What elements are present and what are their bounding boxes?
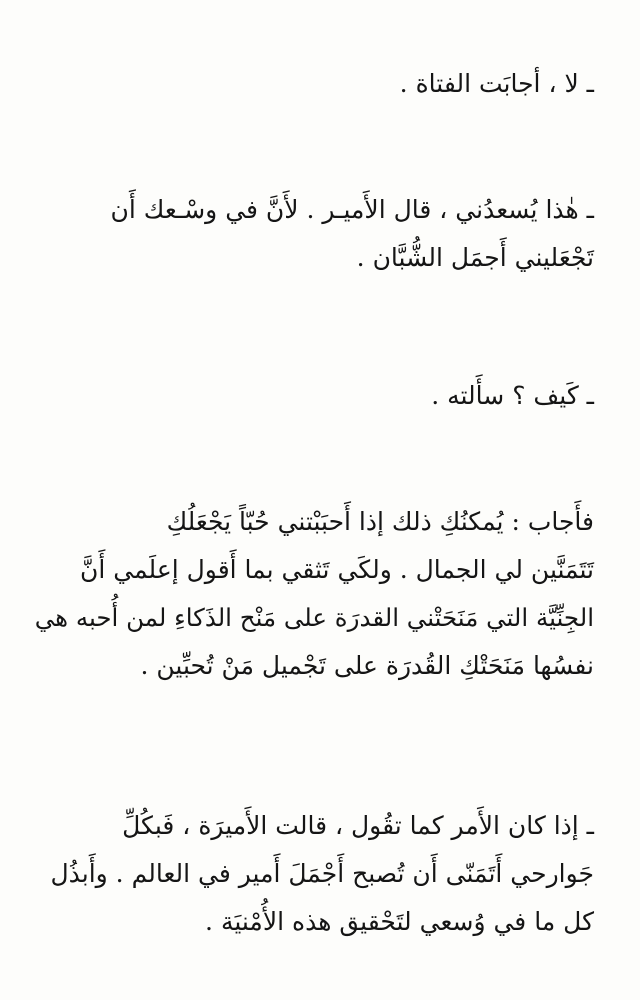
text-line: الجِنِّيَّة التي مَنَحَتْني القدرَة على مَنْح الذَكاءِ لمن أُحبه هي <box>34 603 594 632</box>
text-line: جَوارحي أَتَمَنّى أَن تُصبح أَجْمَلَ أَمير في العالم . وأَبذُل <box>50 859 594 888</box>
paragraph-3 <box>30 372 594 420</box>
paragraph-2 <box>30 186 594 282</box>
text-line: تَتَمَنَّين لي الجمال . ولكَي تَثقي بما أَقول إعلَمي أَنَّ <box>80 555 594 584</box>
text-line: كل ما في وُسعي لتَحْقيق هذه الأُمْنيَة . <box>205 907 594 936</box>
text-line: فأَجاب : يُمكنُكِ ذلك إذا أَحبَبْتني حُبّاً يَجْعَلُكِ <box>166 507 594 536</box>
paragraph-5 <box>30 802 594 946</box>
text-line: نفسُها مَنَحَتْكِ القُدرَة على تَجْميل مَنْ تُحبِّين . <box>140 651 594 680</box>
text-line: تَجْعَليني أَجمَل الشُّبَّان . <box>356 243 594 272</box>
text-line: ـ إذا كان الأَمر كما تقُول ، قالت الأَميرَة ، فَبكُلِّ <box>122 811 594 840</box>
text-line: ـ لا ، أجابَت الفتاة . <box>399 69 594 98</box>
text-line: ـ كَيف ؟ سأَلته . <box>431 381 594 410</box>
paragraph-1 <box>30 60 594 108</box>
paragraph-4 <box>30 498 594 690</box>
text-line: ـ هٰذا يُسعدُني ، قال الأَميـر . لأَنَّ في وسْـعك أَن <box>110 195 594 224</box>
